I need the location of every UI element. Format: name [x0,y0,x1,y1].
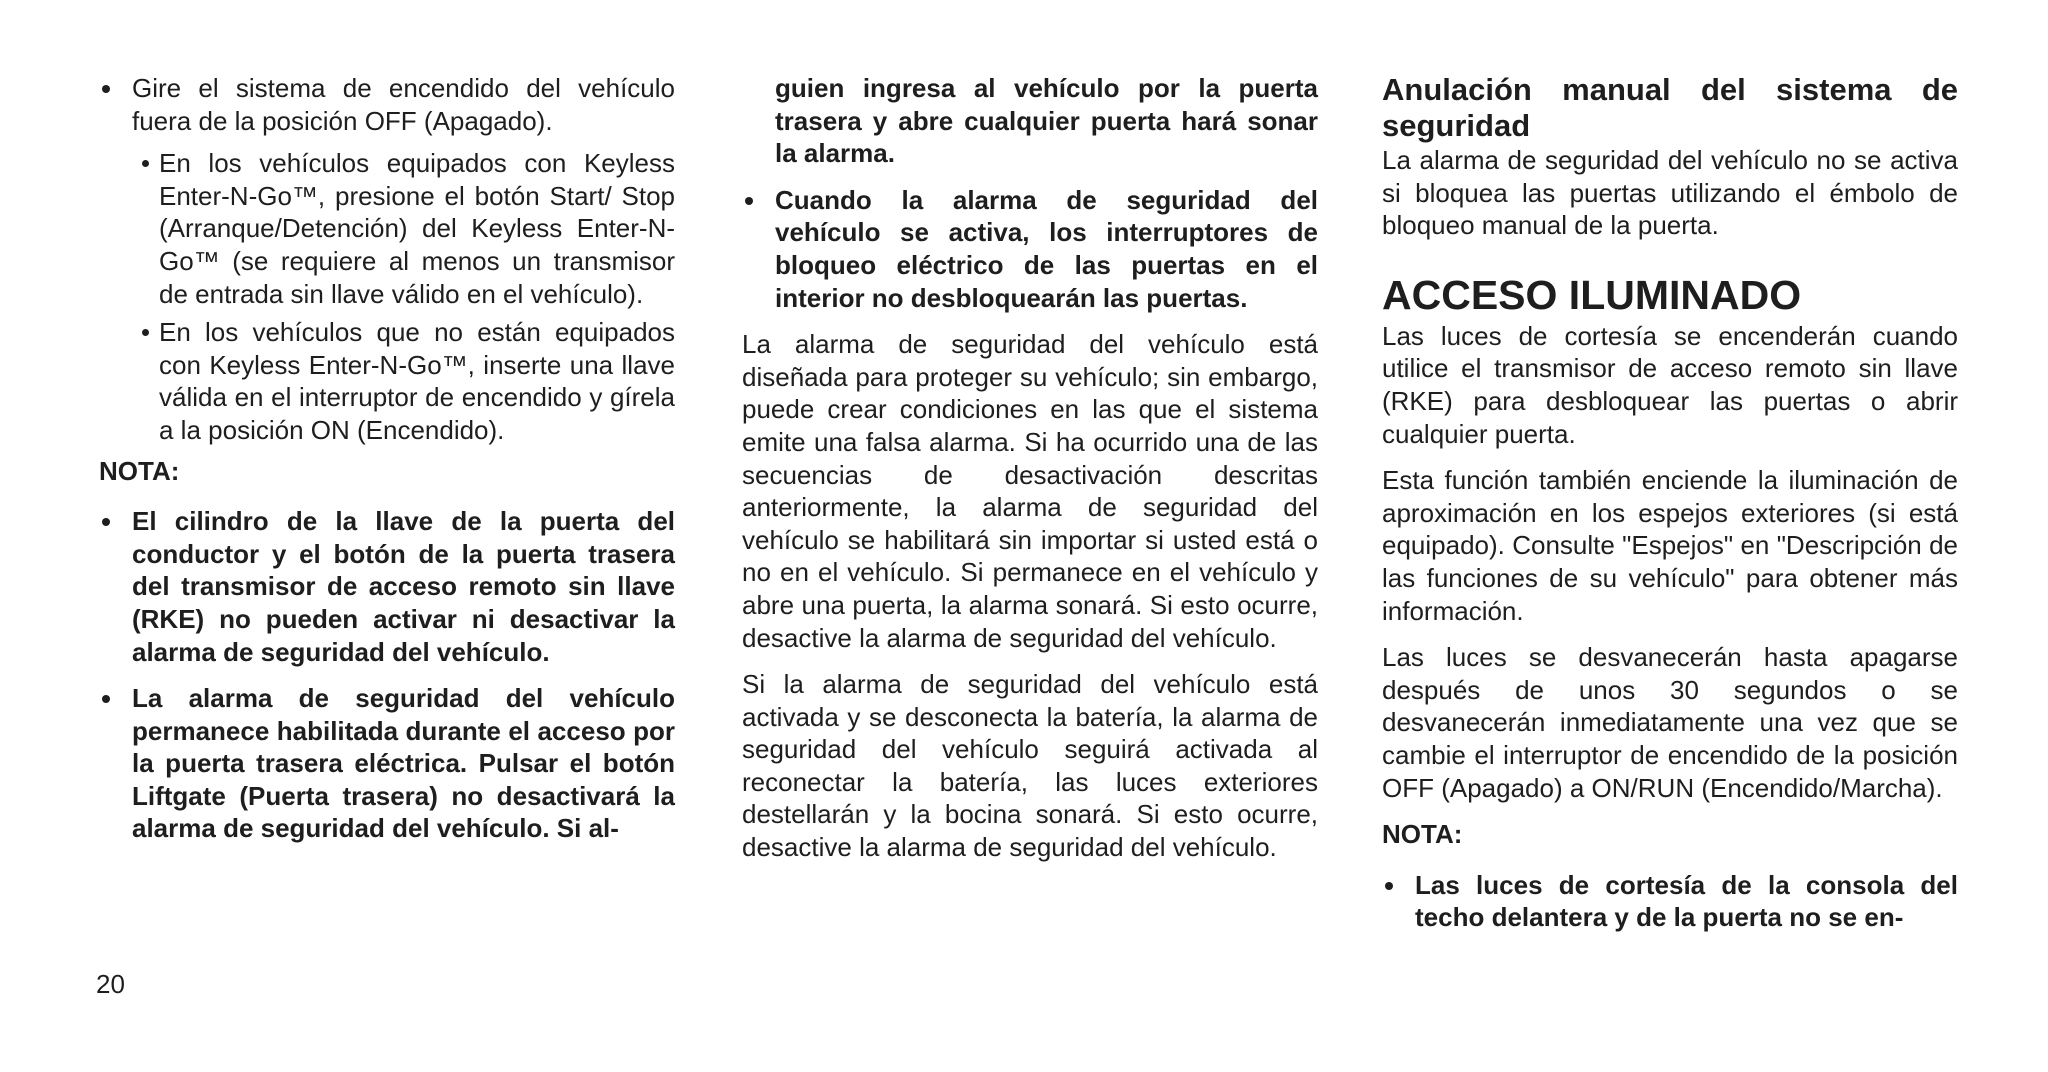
note-label: NOTA: [99,455,180,486]
note-label-right: NOTA: [1382,819,1463,850]
note-bullet-courtesy-console: Las luces de cortesía de la consola del techo delantera y de la puerta no se en- [1382,869,1958,934]
note-bullet-liftgate-continued: guien ingresa al vehículo por la puerta trasera y abre cualquier puerta hará sonar la alarma. [775,73,1318,169]
paragraph-manual-override: La alarma de seguridad del vehículo no se activa si bloquea las puertas utilizando el émbolo de bloqueo manual de la puerta. [1382,145,1958,241]
heading-illuminated-entry: ACCESO ILUMINADO [1382,271,1802,318]
column-left [99,72,675,859]
note-bullet-liftgate: La alarma de seguridad del vehículo permanece habilitada durante el acceso por la puerta trasera eléctrica. Pulsar el botón Liftgate (Puerta trasera) no desactivará la alarma de seguridad del vehículo. Si al- [99,682,675,845]
subheading-manual-override: Anulación manual del sistema de seguridad [1382,72,1958,143]
page-number: 20 [96,969,125,999]
paragraph-battery-disconnect: Si la alarma de seguridad del vehículo está activada y se desconecta la batería, la alarma de seguridad del vehículo seguirá activada al reconectar la batería, las luces exteriores destellarán y la bocina sonará. Si esto ocurre, desactive la alarma de seguridad del vehículo. [742,669,1318,863]
column-middle [742,72,1318,878]
note-bullet-key-cylinder: El cilindro de la llave de la puerta del conductor y el botón de la puerta trasera del transmisor de acceso remoto sin llave (RKE) no pueden activar ni desactivar la alarma de seguridad del vehículo. [99,505,675,668]
paragraph-approach-lighting: Esta función también enciende la iluminación de aproximación en los espejos exteriores (si está equipado). Consulte "Espejos" en "Descripción de las funciones de su vehículo" para obtener más información. [1382,465,1958,626]
column-right [1382,72,1958,948]
note-bullet-power-locks: Cuando la alarma de seguridad del vehículo se activa, los interruptores de bloqueo eléctrico de las puertas en el interior no desbloquearán las puertas. [742,184,1318,314]
paragraph-courtesy-lights: Las luces de cortesía se encenderán cuando utilice el transmisor de acceso remoto sin llave (RKE) para desbloquear las puertas o abrir cualquier puerta. [1382,320,1958,449]
subbullet-keyless-not-equipped: En los vehículos que no están equipados con Keyless Enter-N-Go™, inserte una llave válida en el interruptor de encendido y gírela a la posición ON (Encendido). [99,316,675,446]
subbullet-keyless-equipped: En los vehículos equipados con Keyless Enter-N-Go™, presione el botón Start/ Stop (Arranque/Detención) del Keyless Enter-N-Go™ (se requiere al menos un transmisor de entrada sin llave válido en el vehículo). [99,147,675,310]
paragraph-lights-fade: Las luces se desvanecerán hasta apagarse después de unos 30 segundos o se desvanecerán inmediatamente una vez que se cambie el interruptor de encendido de la posición OFF (Apagado) a ON/RUN (Encendido/Marcha). [1382,642,1958,803]
paragraph-false-alarm: La alarma de seguridad del vehículo está diseñada para proteger su vehículo; sin embargo, puede crear condiciones en las que el sistema emite una falsa alarma. Si ha ocurrido una de las secuencias de desactivación descritas anteriormente, la alarma de seguridad del vehículo se habilitará sin importar si usted está o no en el vehículo. Si permanece en el vehículo y abre una puerta, la alarma sonará. Si esto ocurre, desactive la alarma de seguridad del vehículo. [742,329,1318,653]
bullet-ignition-off: Gire el sistema de encendido del vehículo fuera de la posición OFF (Apagado). [99,72,675,137]
